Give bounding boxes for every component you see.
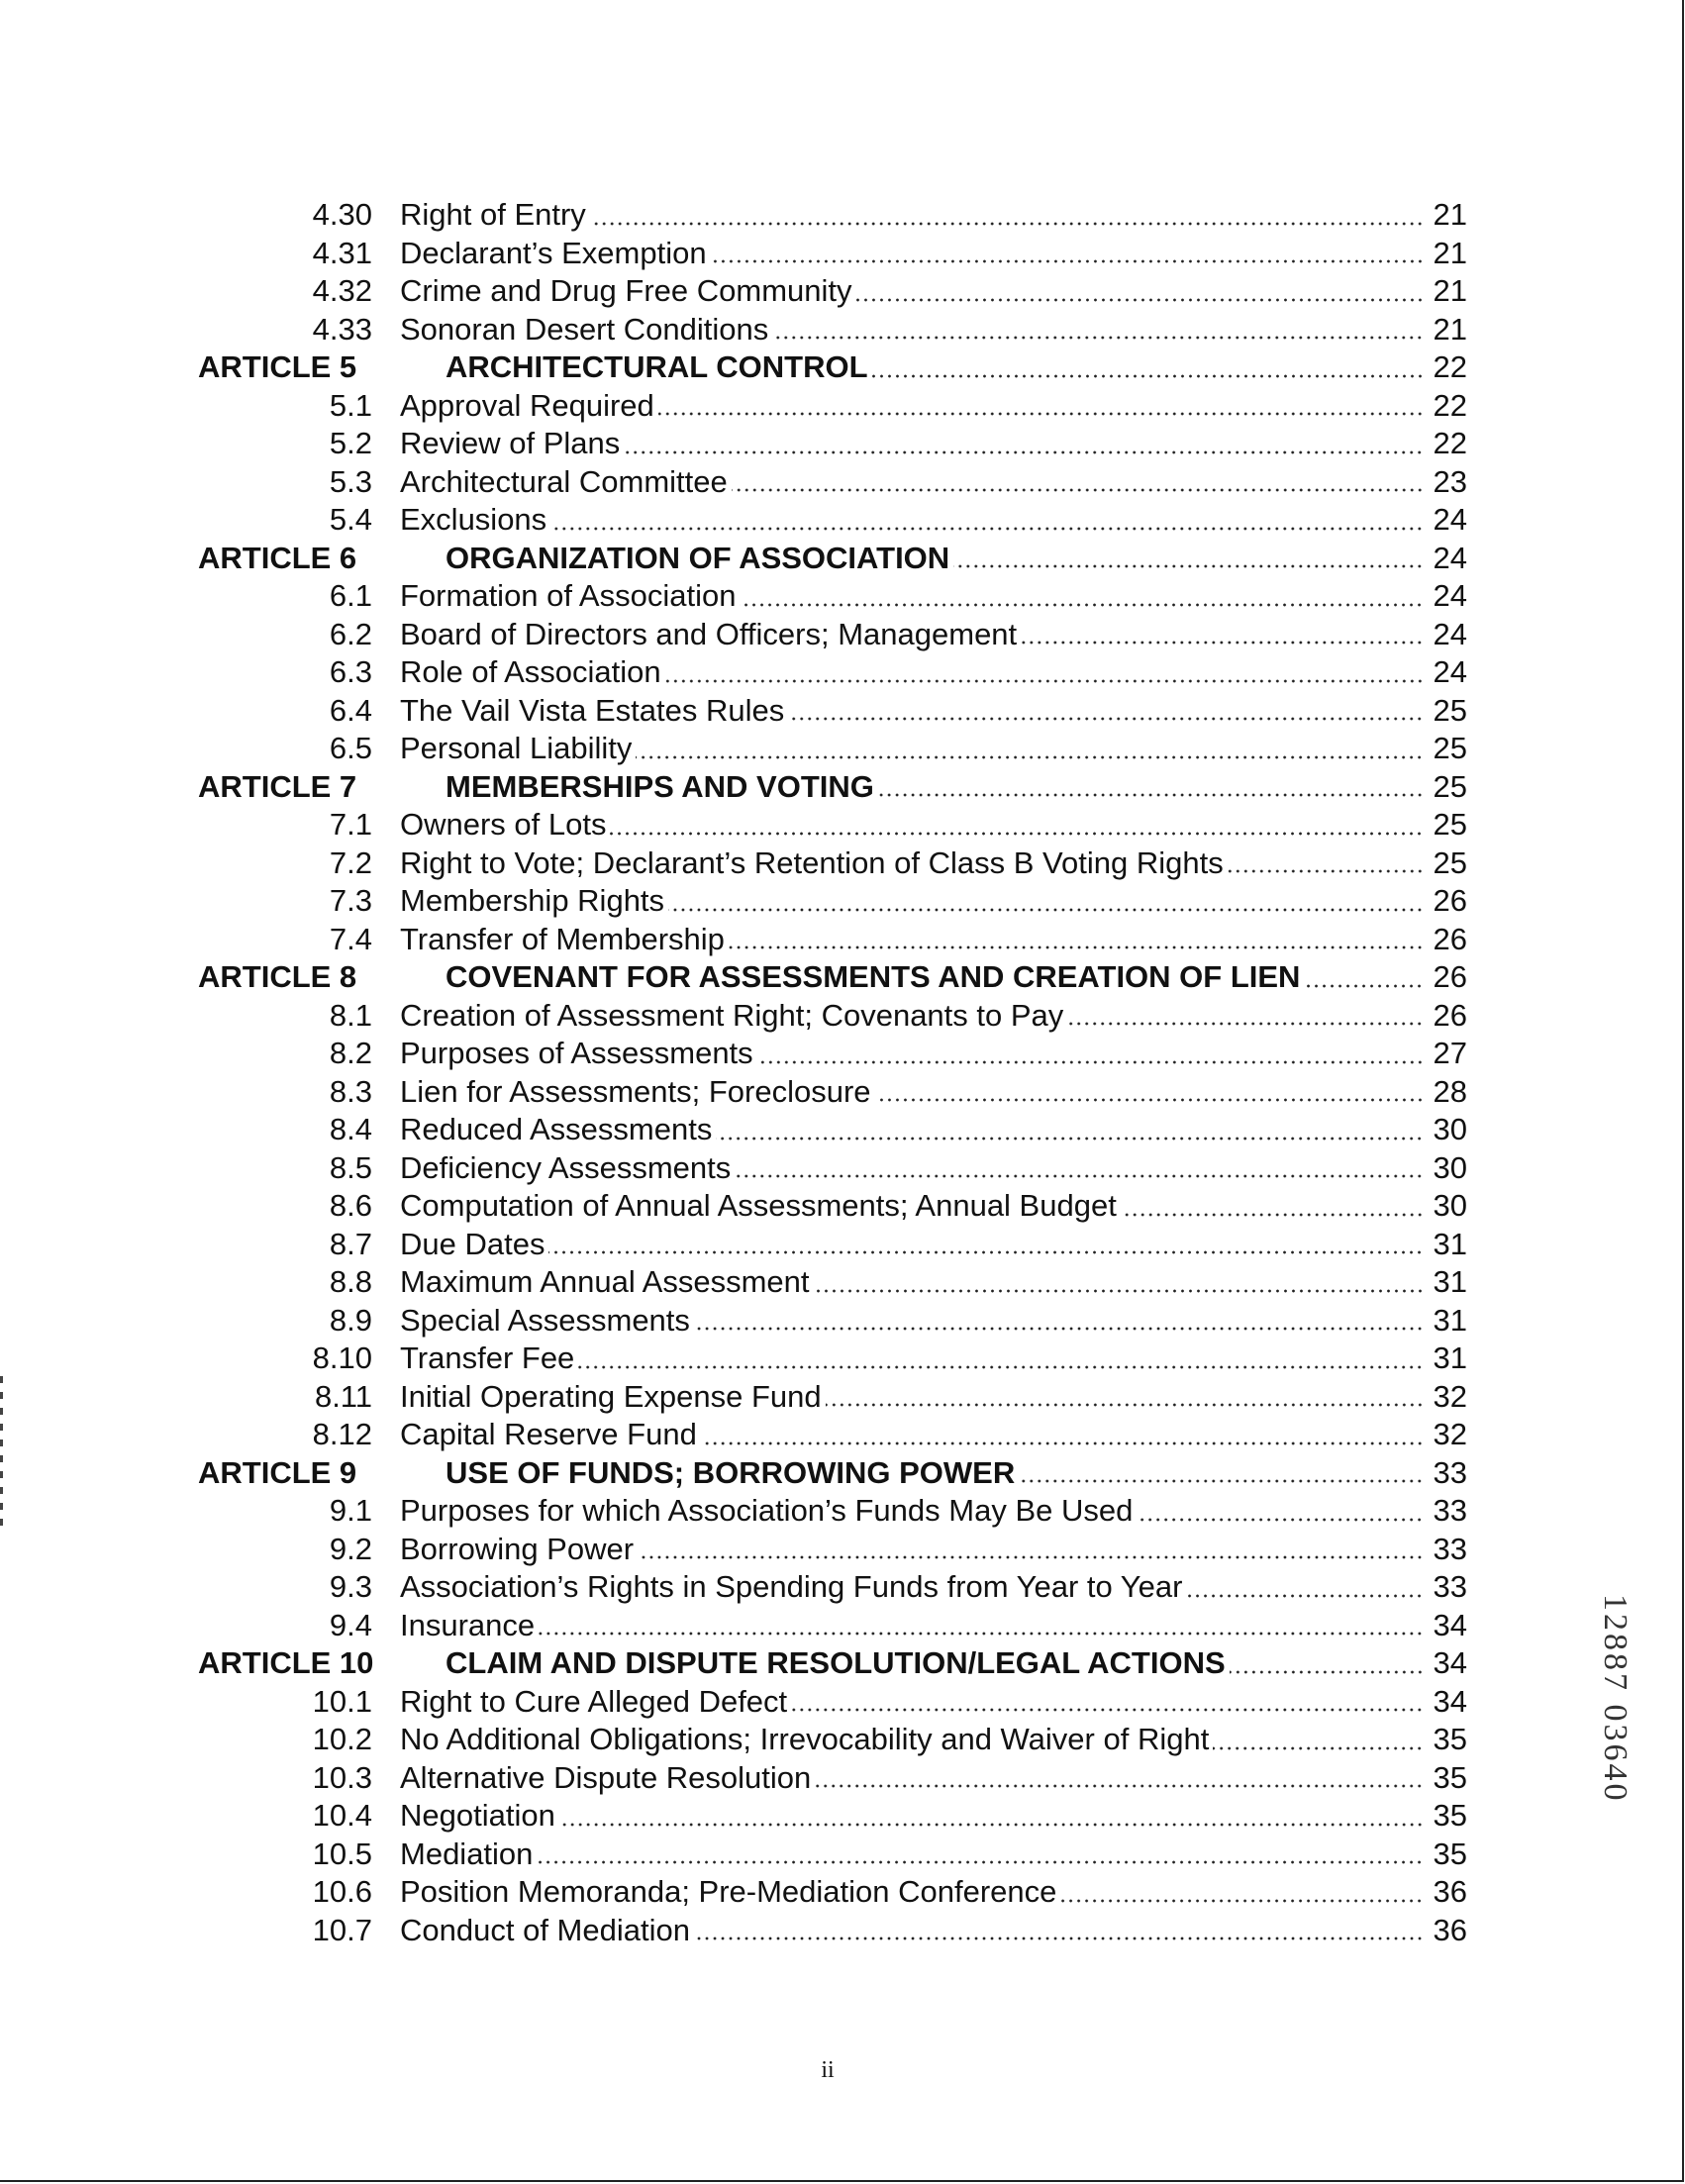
toc-entry-title: Association’s Rights in Spending Funds from Year to Year [400, 1569, 1183, 1605]
toc-section-row [198, 653, 1467, 692]
dot-leader [826, 1403, 1424, 1407]
toc-entry-title: Transfer Fee [400, 1340, 575, 1376]
toc-section-row [198, 235, 1467, 273]
toc-entry-page: 31 [1433, 1302, 1467, 1338]
toc-entry-title: Approval Required [400, 387, 654, 423]
dot-leader [668, 908, 1424, 912]
toc-entry-number: ARTICLE 10 [198, 1645, 374, 1681]
toc-article-row [198, 1644, 1467, 1683]
table-of-contents [198, 196, 1467, 1949]
toc-section-row [198, 1340, 1467, 1378]
dot-leader [788, 717, 1424, 721]
recording-stamp [1597, 1594, 1639, 1856]
toc-entry-page: 22 [1433, 349, 1467, 385]
toc-article-row [198, 1454, 1467, 1493]
toc-section-row [198, 1378, 1467, 1417]
toc-entry-page: 36 [1433, 1912, 1467, 1947]
dot-leader [624, 450, 1424, 454]
toc-section-row [198, 577, 1467, 616]
dot-leader [875, 1098, 1424, 1102]
dot-leader [1230, 1670, 1424, 1674]
toc-entry-title: Negotiation [400, 1798, 555, 1834]
toc-entry-title: Purposes of Assessments [400, 1036, 753, 1071]
dot-leader [638, 1555, 1424, 1559]
toc-entry-number: 8.7 [329, 1226, 372, 1261]
dot-leader [953, 564, 1424, 568]
toc-entry-number: 9.2 [329, 1531, 372, 1566]
toc-entry-number: ARTICLE 7 [198, 768, 357, 804]
dot-leader [1304, 984, 1424, 988]
toc-entry-number: 6.2 [329, 616, 372, 651]
toc-section-row [198, 1531, 1467, 1569]
toc-entry-number: 9.4 [329, 1607, 372, 1642]
toc-section-row [198, 1721, 1467, 1759]
toc-entry-page: 33 [1433, 1531, 1467, 1566]
dot-leader [729, 945, 1424, 949]
toc-entry-number: 7.3 [329, 883, 372, 919]
toc-entry-number: 4.33 [312, 311, 372, 347]
toc-entry-number: ARTICLE 8 [198, 959, 357, 995]
toc-entry-number: 9.3 [329, 1569, 372, 1605]
toc-entry-page: 25 [1433, 692, 1467, 728]
toc-entry-page: 34 [1433, 1645, 1467, 1681]
dot-leader [740, 603, 1424, 607]
toc-entry-number: 8.11 [314, 1378, 372, 1414]
toc-entry-page: 21 [1433, 197, 1467, 233]
toc-entry-title: Position Memoranda; Pre-Mediation Conference [400, 1874, 1057, 1910]
toc-entry-page: 24 [1433, 540, 1467, 575]
toc-entry-title: CLAIM AND DISPUTE RESOLUTION/LEGAL ACTIONS [446, 1645, 1226, 1681]
toc-entry-title: Right of Entry [400, 197, 586, 233]
toc-entry-title: Sonoran Desert Conditions [400, 311, 769, 347]
toc-section-row [198, 882, 1467, 921]
dot-leader [878, 793, 1424, 797]
toc-entry-title: Transfer of Membership [400, 921, 725, 956]
dot-leader [732, 488, 1424, 492]
toc-entry-page: 31 [1433, 1340, 1467, 1376]
toc-entry-title: Exclusions [400, 502, 547, 538]
toc-entry-number: 5.2 [329, 426, 372, 461]
dot-leader [1228, 869, 1424, 873]
toc-entry-title: Due Dates [400, 1226, 545, 1261]
toc-section-row [198, 1263, 1467, 1302]
toc-entry-page: 21 [1433, 311, 1467, 347]
dot-leader [610, 832, 1424, 836]
toc-entry-number: ARTICLE 6 [198, 540, 357, 575]
toc-entry-title: Architectural Committee [400, 463, 728, 499]
toc-entry-title: The Vail Vista Estates Rules [400, 692, 785, 728]
toc-section-row [198, 1759, 1467, 1798]
toc-entry-title: No Additional Obligations; Irrevocability and Waiver of Right [400, 1722, 1210, 1757]
toc-entry-title: Insurance [400, 1607, 536, 1642]
toc-entry-page: 25 [1433, 807, 1467, 843]
toc-entry-number: 10.4 [312, 1798, 372, 1834]
toc-entry-page: 22 [1433, 426, 1467, 461]
toc-entry-number: 10.7 [312, 1912, 372, 1947]
toc-entry-number: 8.9 [329, 1302, 372, 1338]
toc-entry-number: 7.2 [329, 844, 372, 880]
toc-entry-page: 25 [1433, 768, 1467, 804]
dot-leader [872, 374, 1424, 378]
toc-entry-title: ARCHITECTURAL CONTROL [446, 349, 868, 385]
dot-leader [735, 1174, 1424, 1178]
dot-leader [1019, 1479, 1424, 1483]
dot-leader [791, 1708, 1424, 1712]
toc-section-row [198, 272, 1467, 311]
toc-entry-number: 10.1 [312, 1683, 372, 1719]
toc-section-row [198, 1416, 1467, 1454]
dot-leader [711, 259, 1424, 263]
dot-leader [757, 1060, 1424, 1064]
toc-entry-page: 34 [1433, 1683, 1467, 1719]
toc-entry-number: ARTICLE 9 [198, 1454, 357, 1490]
dot-leader [694, 1327, 1424, 1331]
toc-entry-title: Maximum Annual Assessment [400, 1264, 810, 1300]
page-number: ii [821, 2057, 835, 2083]
toc-section-row [198, 463, 1467, 502]
toc-entry-title: Formation of Association [400, 578, 737, 614]
toc-entry-title: MEMBERSHIPS AND VOTING [446, 768, 874, 804]
toc-entry-number: 5.1 [329, 387, 372, 423]
toc-entry-title: Deficiency Assessments [400, 1149, 732, 1185]
toc-entry-number: 8.2 [329, 1036, 372, 1071]
toc-entry-number: 8.1 [329, 997, 372, 1033]
toc-entry-page: 35 [1433, 1836, 1467, 1871]
toc-section-row [198, 1035, 1467, 1073]
toc-section-row [198, 806, 1467, 844]
toc-entry-page: 31 [1433, 1226, 1467, 1261]
toc-entry-title: Special Assessments [400, 1302, 690, 1338]
toc-entry-number: 5.4 [329, 502, 372, 538]
toc-entry-page: 30 [1433, 1188, 1467, 1224]
toc-entry-number: 10.5 [312, 1836, 372, 1871]
dot-leader [1213, 1746, 1424, 1750]
toc-entry-page: 35 [1433, 1759, 1467, 1795]
toc-entry-page: 24 [1433, 654, 1467, 690]
toc-entry-number: 9.1 [329, 1493, 372, 1529]
toc-entry-page: 35 [1433, 1798, 1467, 1834]
toc-entry-page: 34 [1433, 1607, 1467, 1642]
toc-entry-title: Right to Vote; Declarant’s Retention of Class B Voting Rights [400, 844, 1224, 880]
toc-entry-title: Initial Operating Expense Fund [400, 1378, 822, 1414]
toc-entry-page: 30 [1433, 1149, 1467, 1185]
dot-leader [539, 1632, 1424, 1636]
toc-entry-number: ARTICLE 5 [198, 349, 357, 385]
toc-section-row [198, 1912, 1467, 1950]
toc-entry-page: 27 [1433, 1036, 1467, 1071]
toc-entry-title: Mediation [400, 1836, 534, 1871]
toc-entry-number: 4.30 [312, 197, 372, 233]
toc-entry-number: 8.5 [329, 1149, 372, 1185]
toc-entry-title: Right to Cure Alleged Defect [400, 1683, 788, 1719]
toc-section-row [198, 1568, 1467, 1607]
dot-leader [1186, 1594, 1424, 1598]
scan-edge-marks [0, 1376, 3, 1535]
toc-entry-number: 7.1 [329, 807, 372, 843]
toc-entry-title: USE OF FUNDS; BORROWING POWER [446, 1454, 1016, 1490]
toc-entry-page: 26 [1433, 997, 1467, 1033]
dot-leader [1060, 1899, 1424, 1903]
toc-entry-page: 33 [1433, 1569, 1467, 1605]
toc-section-row [198, 1073, 1467, 1112]
dot-leader [1067, 1022, 1424, 1026]
toc-entry-page: 30 [1433, 1112, 1467, 1147]
toc-section-row [198, 311, 1467, 349]
toc-section-row [198, 921, 1467, 959]
toc-section-row [198, 1111, 1467, 1149]
toc-entry-page: 32 [1433, 1417, 1467, 1452]
dot-leader [815, 1784, 1424, 1788]
dot-leader [665, 679, 1424, 683]
toc-entry-number: 6.4 [329, 692, 372, 728]
toc-article-row [198, 958, 1467, 997]
toc-section-row [198, 1226, 1467, 1264]
dot-leader [578, 1365, 1424, 1369]
toc-entry-title: Conduct of Mediation [400, 1912, 690, 1947]
toc-entry-title: Purposes for which Association’s Funds May Be Used [400, 1493, 1134, 1529]
toc-section-row [198, 1836, 1467, 1874]
toc-entry-number: 10.2 [312, 1722, 372, 1757]
toc-entry-page: 33 [1433, 1493, 1467, 1529]
dot-leader [694, 1936, 1424, 1940]
toc-entry-page: 22 [1433, 387, 1467, 423]
toc-entry-number: 8.8 [329, 1264, 372, 1300]
toc-article-row [198, 540, 1467, 578]
toc-entry-title: Reduced Assessments [400, 1112, 713, 1147]
dot-leader [1137, 1518, 1424, 1522]
toc-section-row [198, 1302, 1467, 1340]
toc-section-row [198, 730, 1467, 768]
toc-entry-title: Review of Plans [400, 426, 621, 461]
dot-leader [701, 1441, 1424, 1445]
toc-entry-number: 8.3 [329, 1073, 372, 1109]
toc-entry-number: 10.3 [312, 1759, 372, 1795]
toc-entry-page: 21 [1433, 273, 1467, 309]
toc-entry-title: Computation of Annual Assessments; Annual Budget [400, 1188, 1117, 1224]
toc-entry-page: 25 [1433, 844, 1467, 880]
dot-leader [716, 1137, 1424, 1141]
toc-entry-title: COVENANT FOR ASSESSMENTS AND CREATION OF LIEN [446, 959, 1301, 995]
toc-entry-page: 33 [1433, 1454, 1467, 1490]
toc-entry-page: 24 [1433, 502, 1467, 538]
toc-entry-page: 28 [1433, 1073, 1467, 1109]
toc-section-row [198, 692, 1467, 731]
toc-section-row [198, 1492, 1467, 1531]
toc-entry-page: 35 [1433, 1722, 1467, 1757]
toc-article-row [198, 768, 1467, 807]
toc-entry-page: 26 [1433, 921, 1467, 956]
toc-section-row [198, 387, 1467, 426]
toc-section-row [198, 1607, 1467, 1645]
toc-entry-title: Board of Directors and Officers; Management [400, 616, 1018, 651]
toc-section-row [198, 1149, 1467, 1188]
toc-section-row [198, 1873, 1467, 1912]
toc-section-row [198, 844, 1467, 883]
dot-leader [658, 412, 1424, 416]
toc-entry-page: 24 [1433, 616, 1467, 651]
toc-section-row [198, 425, 1467, 463]
toc-entry-title: Capital Reserve Fund [400, 1417, 697, 1452]
dot-leader [772, 336, 1424, 340]
toc-entry-number: 8.12 [312, 1417, 372, 1452]
dot-leader [559, 1823, 1424, 1827]
toc-entry-page: 21 [1433, 235, 1467, 270]
toc-entry-title: Membership Rights [400, 883, 665, 919]
toc-entry-page: 25 [1433, 731, 1467, 766]
toc-section-row [198, 616, 1467, 654]
toc-entry-number: 6.1 [329, 578, 372, 614]
toc-entry-title: Declarant’s Exemption [400, 235, 707, 270]
recording-stamp-text: 12887 03640 [1597, 1594, 1634, 1804]
toc-entry-number: 6.5 [329, 731, 372, 766]
dot-leader [550, 527, 1424, 531]
toc-entry-number: 8.10 [312, 1340, 372, 1376]
toc-entry-title: Lien for Assessments; Foreclosure [400, 1073, 871, 1109]
toc-entry-title: Creation of Assessment Right; Covenants to Pay [400, 997, 1064, 1033]
toc-entry-number: 7.4 [329, 921, 372, 956]
dot-leader [537, 1860, 1424, 1864]
toc-entry-number: 4.31 [312, 235, 372, 270]
toc-section-row [198, 196, 1467, 235]
toc-entry-page: 24 [1433, 578, 1467, 614]
toc-entry-number: 5.3 [329, 463, 372, 499]
toc-section-row [198, 1683, 1467, 1722]
toc-entry-number: 4.32 [312, 273, 372, 309]
toc-entry-page: 36 [1433, 1874, 1467, 1910]
dot-leader [590, 222, 1424, 226]
toc-entry-number: 8.6 [329, 1188, 372, 1224]
toc-entry-number: 8.4 [329, 1112, 372, 1147]
toc-entry-title: Owners of Lots [400, 807, 607, 843]
toc-section-row [198, 997, 1467, 1036]
toc-section-row [198, 1187, 1467, 1226]
toc-section-row [198, 1797, 1467, 1836]
toc-entry-page: 26 [1433, 883, 1467, 919]
toc-section-row [198, 501, 1467, 540]
toc-entry-title: Borrowing Power [400, 1531, 635, 1566]
toc-entry-title: Crime and Drug Free Community [400, 273, 852, 309]
dot-leader [548, 1250, 1424, 1254]
toc-entry-title: Personal Liability [400, 731, 633, 766]
dot-leader [814, 1289, 1424, 1293]
dot-leader [1021, 641, 1424, 645]
dot-leader [636, 755, 1424, 759]
toc-entry-page: 23 [1433, 463, 1467, 499]
toc-entry-title: ORGANIZATION OF ASSOCIATION [446, 540, 950, 575]
toc-entry-title: Alternative Dispute Resolution [400, 1759, 812, 1795]
toc-entry-number: 6.3 [329, 654, 372, 690]
toc-entry-page: 32 [1433, 1378, 1467, 1414]
toc-entry-number: 10.6 [312, 1874, 372, 1910]
toc-article-row [198, 348, 1467, 387]
toc-entry-page: 26 [1433, 959, 1467, 995]
toc-entry-page: 31 [1433, 1264, 1467, 1300]
dot-leader [856, 298, 1424, 302]
dot-leader [1121, 1213, 1424, 1217]
toc-entry-title: Role of Association [400, 654, 661, 690]
